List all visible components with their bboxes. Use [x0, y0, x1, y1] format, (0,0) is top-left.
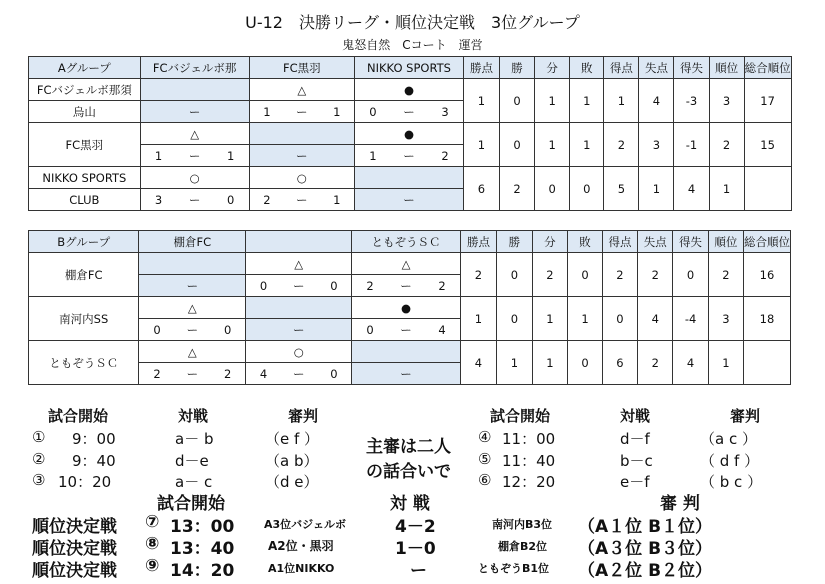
score-away: 3 [427, 101, 463, 123]
score-home: 1 [140, 145, 176, 167]
team-name: CLUB [29, 189, 141, 211]
stat-value: 4 [639, 79, 674, 123]
match-number: ③ [32, 471, 46, 489]
stat-value: 6 [602, 341, 637, 385]
ranking-score: ー [410, 561, 427, 581]
score-home: 0 [355, 101, 391, 123]
result-symbol: △ [139, 341, 246, 363]
match-time: 11：40 [502, 452, 556, 470]
team-name: NIKKO SPORTS [29, 167, 141, 189]
group-a-row-2-top [29, 123, 825, 145]
match-time: 9：00 [72, 430, 116, 448]
score-dash: ー [281, 319, 317, 341]
stat-value [744, 167, 791, 211]
score-away: 1 [319, 101, 354, 123]
stat-value: 2 [499, 167, 534, 211]
score-away: 0 [210, 319, 246, 341]
group-b-row-1-top [29, 253, 825, 275]
score-dash: ー [284, 101, 319, 123]
ranking-time: 13：00 [170, 517, 235, 537]
ranking-match-header: 対 戦 [390, 494, 430, 514]
score-away: 4 [424, 319, 460, 341]
stat-value: -3 [674, 79, 709, 123]
score-home [352, 363, 388, 385]
stat-value: 2 [602, 253, 637, 297]
stat-value: 15 [744, 123, 791, 167]
match-time: 9：40 [72, 452, 116, 470]
stat-header: 得失 [674, 57, 709, 79]
stat-value: 0 [497, 253, 533, 297]
stat-value: 3 [708, 297, 743, 341]
stat-value: 2 [604, 123, 639, 167]
stat-value: 2 [709, 123, 744, 167]
match-referee: （ b c ） [700, 473, 763, 491]
stat-value [744, 341, 791, 385]
match-referee: （ d f ） [700, 452, 760, 470]
group-b-team-col-3: ともぞうＳＣ [352, 231, 461, 253]
ranking-referee: （A２位 B２位） [578, 561, 713, 581]
result-symbol: △ [139, 297, 246, 319]
ranking-team-a: A2位・黒羽 [268, 539, 334, 553]
match-pairing: d－e [175, 452, 209, 470]
stat-value: 6 [463, 167, 499, 211]
group-a-team-col-3: NIKKO SPORTS [355, 57, 464, 79]
ranking-label: 順位決定戦 [32, 561, 117, 581]
ranking-team-a: A3位バジェルボ [264, 518, 346, 531]
ranking-referee: （A３位 B３位） [578, 539, 713, 559]
stat-value: 1 [535, 123, 570, 167]
stat-header: 勝点 [460, 231, 496, 253]
stat-header: 順位 [708, 231, 743, 253]
group-b-label: Bグループ [29, 231, 139, 253]
stat-value: 0 [602, 297, 637, 341]
referee-note-1: 主審は二人 [366, 437, 451, 457]
result-symbol [355, 167, 464, 189]
team-name: 棚倉FC [29, 253, 139, 297]
group-b-team-col-1: 棚倉FC [139, 231, 246, 253]
match-number: ① [32, 428, 46, 446]
score-away: 1 [213, 145, 249, 167]
stat-header: 敗 [570, 57, 604, 79]
stat-value: 4 [460, 341, 496, 385]
team-name: FCバジェルボ那須 [29, 79, 141, 101]
group-b-row-2-top [29, 297, 825, 319]
match-pairing: d－f [620, 430, 650, 448]
stat-header: 分 [535, 57, 570, 79]
match-time: 10：20 [58, 473, 112, 491]
result-symbol [139, 253, 246, 275]
match-referee: （a b） [265, 452, 319, 470]
result-symbol [249, 123, 354, 145]
schedule-start-header: 試合開始 [490, 407, 551, 425]
ranking-match-number: ⑦ [145, 512, 160, 532]
stat-value: 1 [639, 167, 674, 211]
score-dash: ー [176, 101, 212, 123]
score-home [355, 189, 391, 211]
score-away: 0 [316, 363, 351, 385]
stat-value: -4 [673, 297, 708, 341]
team-name: 南河内SS [29, 297, 139, 341]
group-a-header-row [29, 57, 825, 79]
group-a-row-1-top [29, 79, 825, 101]
stat-value: 3 [709, 79, 744, 123]
stat-value: 18 [744, 297, 791, 341]
page-subtitle: 鬼怒自然 Cコート 運営 [342, 38, 483, 52]
score-home: 3 [140, 189, 176, 211]
stat-value: 2 [708, 253, 743, 297]
stat-value: 1 [532, 297, 568, 341]
stat-header: 総合順位 [744, 57, 791, 79]
schedule-ref-header: 審判 [730, 407, 761, 425]
score-home [140, 101, 176, 123]
stat-value: 5 [604, 167, 639, 211]
team-name: FC黒羽 [29, 123, 141, 167]
score-dash: ー [284, 145, 319, 167]
score-away: 2 [427, 145, 463, 167]
result-symbol [140, 79, 249, 101]
stat-header: 勝 [499, 57, 534, 79]
group-a-label: Aグループ [29, 57, 141, 79]
score-home: 2 [139, 363, 175, 385]
match-referee: （d e） [265, 473, 319, 491]
score-home: 1 [249, 101, 284, 123]
stat-value: 1 [535, 79, 570, 123]
ranking-label: 順位決定戦 [32, 539, 117, 559]
schedule-start-header: 試合開始 [48, 407, 109, 425]
ranking-team-a: A1位NIKKO [268, 562, 335, 575]
stat-value: 1 [568, 297, 603, 341]
score-away: 1 [319, 189, 354, 211]
group-b-header-row [29, 231, 825, 253]
stat-value: 4 [673, 341, 708, 385]
ranking-team-b: ともぞうB1位 [478, 562, 550, 575]
stat-header: 失点 [638, 231, 673, 253]
stat-value: 1 [570, 79, 604, 123]
stat-value: 0 [497, 297, 533, 341]
stat-value: 1 [463, 79, 499, 123]
stat-value: 2 [638, 341, 673, 385]
result-symbol [246, 297, 352, 319]
score-dash: ー [176, 189, 212, 211]
ranking-team-b: 棚倉B2位 [498, 540, 548, 553]
stat-header: 順位 [709, 57, 744, 79]
match-time: 12：20 [502, 473, 556, 491]
match-time: 11：00 [502, 430, 556, 448]
stat-header: 分 [532, 231, 568, 253]
stat-value: 0 [499, 79, 534, 123]
stat-header: 得点 [602, 231, 637, 253]
stat-value: 4 [674, 167, 709, 211]
stat-value: 2 [638, 253, 673, 297]
stat-header: 勝 [497, 231, 533, 253]
group-b-row-3-top [29, 341, 825, 363]
ranking-start-header: 試合開始 [157, 494, 225, 514]
score-away [427, 189, 463, 211]
ranking-match-number: ⑨ [145, 556, 160, 576]
score-away [210, 275, 246, 297]
team-name: ともぞうＳＣ [29, 341, 139, 385]
score-home [246, 319, 281, 341]
result-symbol: △ [249, 79, 354, 101]
schedule-ref-header: 審判 [288, 407, 319, 425]
score-home: 0 [139, 319, 175, 341]
stat-value: 1 [570, 123, 604, 167]
stat-value: 1 [460, 297, 496, 341]
stat-header: 得点 [604, 57, 639, 79]
match-number: ⑥ [478, 471, 492, 489]
ranking-time: 14：20 [170, 561, 235, 581]
result-symbol: ○ [140, 167, 249, 189]
ranking-score: 4－2 [395, 517, 436, 537]
score-away [213, 101, 249, 123]
score-dash: ー [281, 363, 317, 385]
score-home: 2 [352, 275, 388, 297]
score-dash: ー [388, 275, 424, 297]
result-symbol: △ [246, 253, 352, 275]
stat-header: 失点 [639, 57, 674, 79]
page-title: U-12 決勝リーグ・順位決定戦 3位グループ [245, 13, 580, 32]
stat-value: 1 [604, 79, 639, 123]
stat-value: 3 [639, 123, 674, 167]
ranking-referee: （A１位 B１位） [578, 517, 713, 537]
score-away: 0 [316, 275, 351, 297]
score-home: 4 [246, 363, 281, 385]
stat-value: 16 [744, 253, 791, 297]
stat-value: 0 [535, 167, 570, 211]
score-dash: ー [388, 363, 424, 385]
stat-value: 2 [460, 253, 496, 297]
score-away: 2 [424, 275, 460, 297]
score-dash: ー [174, 275, 210, 297]
stat-value: 0 [673, 253, 708, 297]
result-symbol: ● [355, 79, 464, 101]
match-pairing: a－ b [175, 430, 214, 448]
match-number: ② [32, 450, 46, 468]
schedule-match-header: 対戦 [620, 407, 651, 425]
match-number: ④ [478, 428, 492, 446]
result-symbol: ● [355, 123, 464, 145]
group-a-table [28, 56, 825, 211]
score-away: 2 [210, 363, 246, 385]
result-symbol: △ [352, 253, 461, 275]
match-referee: （a c ） [700, 430, 757, 448]
stat-value: 1 [463, 123, 499, 167]
stat-header: 総合順位 [744, 231, 791, 253]
score-away [319, 145, 354, 167]
group-b-team-col-2 [246, 231, 352, 253]
result-symbol: ● [352, 297, 461, 319]
ranking-label: 順位決定戦 [32, 517, 117, 537]
result-symbol: △ [140, 123, 249, 145]
stat-value: 0 [568, 341, 603, 385]
score-away [424, 363, 460, 385]
stat-value: 0 [499, 123, 534, 167]
team-name: 烏山 [29, 101, 141, 123]
stat-header: 敗 [568, 231, 603, 253]
ranking-match-number: ⑧ [145, 534, 160, 554]
group-a-row-3-top [29, 167, 825, 189]
score-home [249, 145, 284, 167]
score-dash: ー [284, 189, 319, 211]
stat-value: 1 [497, 341, 533, 385]
result-symbol: ○ [246, 341, 352, 363]
score-dash: ー [174, 363, 210, 385]
stat-value: 17 [744, 79, 791, 123]
score-home: 2 [249, 189, 284, 211]
stat-header: 勝点 [463, 57, 499, 79]
score-dash: ー [281, 275, 317, 297]
stat-header: 得失 [673, 231, 708, 253]
score-dash: ー [176, 145, 212, 167]
score-away: 0 [213, 189, 249, 211]
stat-value: 0 [570, 167, 604, 211]
match-pairing: b－c [620, 452, 653, 470]
score-dash: ー [391, 189, 427, 211]
stat-value: 1 [708, 341, 743, 385]
referee-note-2: の話合いで [366, 462, 451, 482]
match-number: ⑤ [478, 450, 492, 468]
result-symbol [352, 341, 461, 363]
stat-value: -1 [674, 123, 709, 167]
score-dash: ー [391, 145, 427, 167]
score-dash: ー [388, 319, 424, 341]
stat-value: 1 [532, 341, 568, 385]
schedule-match-header: 対戦 [178, 407, 209, 425]
stat-value: 0 [568, 253, 603, 297]
ranking-time: 13：40 [170, 539, 235, 559]
group-a-team-col-1: FCバジェルボ那 [140, 57, 249, 79]
group-a-team-col-2: FC黒羽 [249, 57, 354, 79]
score-home: 0 [352, 319, 388, 341]
match-pairing: a－ c [175, 473, 213, 491]
stat-value: 2 [532, 253, 568, 297]
result-symbol: ○ [249, 167, 354, 189]
stat-value: 1 [709, 167, 744, 211]
score-dash: ー [174, 319, 210, 341]
score-dash: ー [391, 101, 427, 123]
ranking-ref-header: 審 判 [660, 494, 700, 514]
score-home: 0 [246, 275, 281, 297]
group-b-table [28, 230, 825, 385]
score-away [316, 319, 351, 341]
ranking-team-b: 南河内B3位 [492, 518, 553, 531]
stat-value: 4 [638, 297, 673, 341]
score-home: 1 [355, 145, 391, 167]
score-home [139, 275, 175, 297]
match-referee: （e f ） [265, 430, 320, 448]
ranking-score: 1－0 [395, 539, 436, 559]
match-pairing: e－f [620, 473, 650, 491]
